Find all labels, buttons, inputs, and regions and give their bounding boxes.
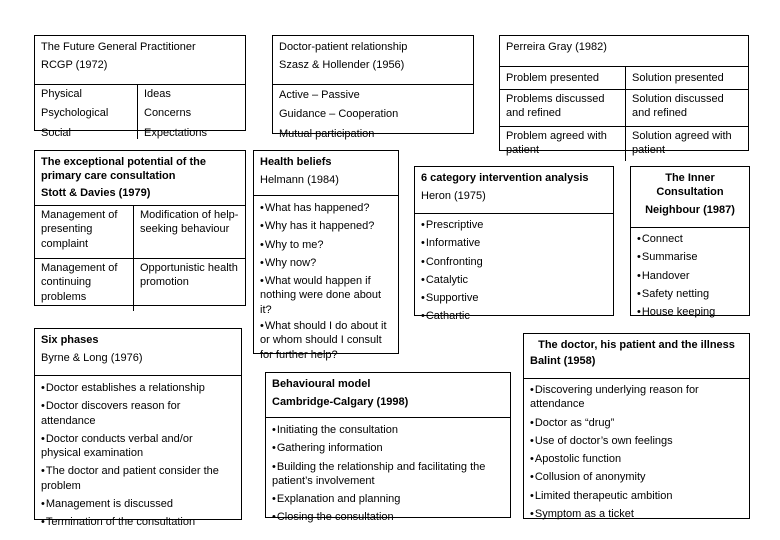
stott-cell: Modification of help-seeking behaviour	[133, 206, 245, 258]
helmann-title: Health beliefs	[260, 156, 332, 168]
balint-title: The doctor, his patient and the illness	[538, 339, 735, 351]
perreira-cell: Problem agreed with patient	[506, 130, 607, 157]
stott-box	[34, 150, 246, 306]
stott-cell: Management of presenting complaint	[41, 209, 118, 250]
calgary-subtitle: Cambridge-Calgary (1998)	[272, 396, 409, 409]
stott-subtitle: Stott & Davies (1979)	[41, 186, 151, 199]
list-item: • Symptom as a ticket	[530, 507, 743, 521]
list-item: • Prescriptive	[421, 218, 607, 232]
perreira-cell: Problems discussed and refined	[506, 93, 605, 120]
byrne-box	[34, 328, 242, 529]
perreira-cell: Solution presented	[625, 67, 748, 89]
list-item: • Why has it happened?	[260, 219, 392, 233]
list-item: • Doctor discovers reason for attendance	[41, 399, 235, 428]
list-item: • Handover	[637, 269, 743, 283]
neighbour-title: The Inner Consultation	[656, 172, 724, 199]
list-item: • Doctor establishes a relationship	[41, 381, 235, 395]
helmann-box	[253, 150, 399, 361]
list-item: Psychological	[41, 107, 109, 120]
list-item: • Safety netting	[637, 287, 743, 301]
calgary-box	[265, 372, 511, 524]
list-item: • What should I do about it or whom should I consult for further help?	[260, 319, 392, 362]
list-item: • Termination of the consultation	[41, 515, 235, 529]
perreira-box	[499, 35, 749, 157]
rcgp-title: The Future General Practitioner	[41, 41, 196, 53]
balint-subtitle: Balint (1958)	[530, 355, 596, 368]
list-item: Social	[41, 126, 71, 139]
list-item: • Explanation and planning	[272, 492, 504, 506]
heron-box	[414, 166, 614, 323]
list-item: • What has happened?	[260, 201, 392, 215]
rcgp-box	[34, 35, 246, 139]
szasz-box	[272, 35, 474, 140]
list-item: • The doctor and patient consider the problem	[41, 464, 235, 493]
list-item: • Catalytic	[421, 273, 607, 287]
list-item: • Cathartic	[421, 309, 607, 323]
list-item: • Use of doctor’s own feelings	[530, 434, 743, 448]
list-item: • Summarise	[637, 250, 743, 264]
list-item: • Doctor conducts verbal and/or physical examination	[41, 432, 235, 461]
list-item: • Why to me?	[260, 238, 392, 252]
list-item: Active – Passive	[279, 89, 360, 101]
list-item: • Confronting	[421, 255, 607, 269]
szasz-subtitle: Szasz & Hollender (1956)	[279, 59, 405, 72]
list-item: • Informative	[421, 236, 607, 250]
stott-cell: Management of continuing problems	[41, 262, 118, 303]
list-item: • Connect	[637, 232, 743, 246]
list-item: • Apostolic function	[530, 452, 743, 466]
list-item: Mutual participation	[279, 127, 375, 140]
neighbour-box	[630, 166, 750, 319]
szasz-title: Doctor-patient relationship	[279, 41, 408, 53]
calgary-title: Behavioural model	[272, 378, 371, 390]
list-item: • Doctor as “drug”	[530, 416, 743, 430]
list-item: Ideas	[144, 88, 171, 100]
list-item: • Building the relationship and facilitating the patient’s involvement	[272, 460, 504, 489]
list-item: Physical	[41, 88, 82, 100]
perreira-cell: Problem presented	[506, 72, 599, 84]
rcgp-subtitle: RCGP (1972)	[41, 59, 108, 72]
list-item: • Collusion of anonymity	[530, 470, 743, 484]
list-item: • What would happen if nothing were done about it?	[260, 274, 392, 317]
perreira-title: Perreira Gray (1982)	[506, 41, 607, 53]
byrne-subtitle: Byrne & Long (1976)	[41, 352, 143, 365]
list-item: • Closing the consultation	[272, 510, 504, 524]
list-item: • House keeping	[637, 305, 743, 319]
list-item: • Limited therapeutic ambition	[530, 489, 743, 503]
neighbour-subtitle: Neighbour (1987)	[645, 203, 735, 216]
list-item: Concerns	[144, 107, 192, 120]
list-item: Expectations	[144, 126, 207, 139]
list-item: • Supportive	[421, 291, 607, 305]
list-item: • Gathering information	[272, 441, 504, 455]
rcgp-col1	[35, 85, 137, 139]
helmann-subtitle: Helmann (1984)	[260, 174, 339, 187]
stott-title: The exceptional potential of the primary care consultation	[41, 156, 207, 183]
balint-box	[523, 333, 750, 519]
stott-cell: Opportunistic health promotion	[133, 259, 245, 311]
perreira-cell: Solution agreed with patient	[625, 127, 748, 161]
heron-title: 6 category intervention analysis	[421, 172, 589, 184]
byrne-title: Six phases	[41, 334, 99, 346]
list-item: • Initiating the consultation	[272, 423, 504, 437]
rcgp-col2	[137, 85, 245, 139]
list-item: • Discovering underlying reason for attendance	[530, 383, 743, 412]
perreira-cell: Solution discussed and refined	[625, 90, 748, 126]
list-item: • Management is discussed	[41, 497, 235, 511]
list-item: • Why now?	[260, 256, 392, 270]
list-item: Guidance – Cooperation	[279, 108, 399, 121]
heron-subtitle: Heron (1975)	[421, 190, 486, 203]
